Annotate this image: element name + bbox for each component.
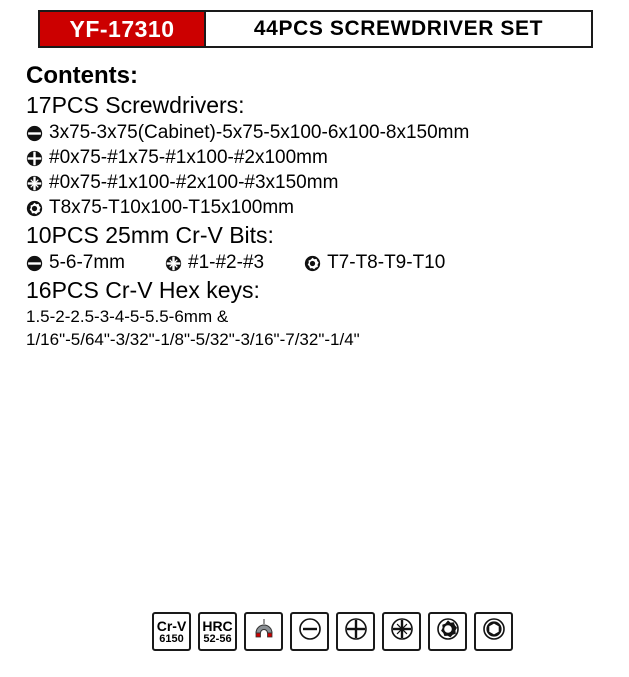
material-badge: [152, 612, 191, 651]
torx-badge: [428, 612, 467, 651]
hardness-badge: [198, 612, 237, 651]
phillips-icon: [344, 617, 368, 646]
model-number-cell: [40, 12, 206, 46]
list-item: [26, 172, 606, 194]
hexkeys-metric-sizes: 1.5-2-2.5-3-4-5-5.5-6mm &: [26, 307, 229, 326]
magnet-icon: [251, 616, 277, 647]
hexkeys-section-heading: 16PCS Cr-V Hex keys:: [26, 277, 260, 303]
list-item-text: 3x75-3x75(Cabinet)-5x75-5x100-6x100-8x150mm: [49, 122, 470, 143]
hex-badge: [474, 612, 513, 651]
hardness-badge-top: HRC: [202, 617, 233, 634]
material-badge-bottom: 6150: [159, 632, 184, 645]
model-number: YF-17310: [69, 15, 175, 42]
magnetic-tip-badge: [244, 612, 283, 651]
bits-group-text: 5-6-7mm: [49, 252, 126, 273]
list-item: [26, 197, 606, 219]
phillips-icon: [26, 150, 43, 167]
bits-section-heading: 10PCS 25mm Cr-V Bits:: [26, 222, 274, 248]
bits-group-torx: [304, 252, 445, 274]
feature-badges: [152, 612, 513, 651]
torx-icon: [304, 255, 321, 272]
torx-icon: [26, 200, 43, 217]
list-item-text: #0x75-#1x100-#2x100-#3x150mm: [49, 172, 339, 193]
phillips-badge: [336, 612, 375, 651]
pozidriv-icon: [26, 175, 43, 192]
page-title: 44PCS SCREWDRIVER SET: [253, 17, 544, 40]
bits-row: [26, 252, 606, 274]
hex-icon: [482, 617, 506, 646]
bits-group-text: #1-#2-#3: [188, 252, 265, 273]
pozidriv-icon: [390, 617, 414, 646]
product-header: [38, 10, 593, 48]
pozidriv-badge: [382, 612, 421, 651]
list-item: [26, 122, 606, 144]
torx-icon: [436, 617, 460, 646]
material-badge-top: Cr-V: [156, 617, 187, 634]
contents-heading: Contents:: [26, 62, 138, 89]
slotted-icon: [298, 617, 322, 646]
hexkeys-imperial-sizes: 1/16"-5/64"-3/32"-1/8"-5/32"-3/16"-7/32"-1/4": [26, 330, 360, 349]
list-item-text: #0x75-#1x75-#1x100-#2x100mm: [49, 147, 328, 168]
product-title-cell: [206, 12, 591, 46]
hardness-badge-bottom: 52-56: [203, 632, 232, 645]
contents-block: [26, 62, 606, 353]
slotted-icon: [26, 255, 43, 272]
screwdrivers-section-heading: 17PCS Screwdrivers:: [26, 92, 245, 118]
list-item-text: T8x75-T10x100-T15x100mm: [49, 197, 294, 218]
list-item: [26, 147, 606, 169]
bits-group-pozidriv: [165, 252, 264, 274]
slotted-badge: [290, 612, 329, 651]
slotted-icon: [26, 125, 43, 142]
bits-group-text: T7-T8-T9-T10: [327, 252, 446, 273]
pozidriv-icon: [165, 255, 182, 272]
bits-group-slotted: [26, 252, 125, 274]
